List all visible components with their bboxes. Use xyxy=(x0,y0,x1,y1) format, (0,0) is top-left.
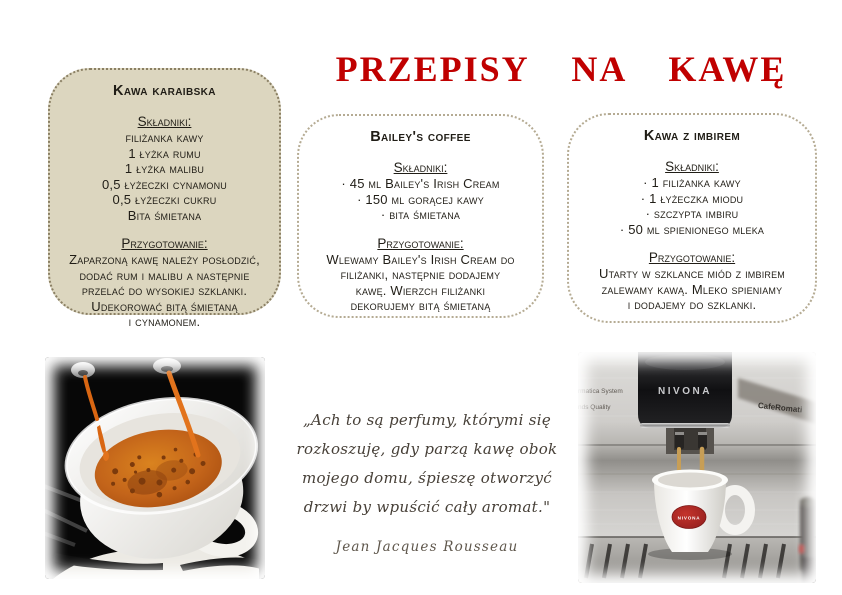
preparation-text xyxy=(307,252,534,314)
machine-label-top: rmatica System xyxy=(578,388,623,395)
text-line: · szczypta imbiru xyxy=(645,206,739,221)
nivona-machine-photo xyxy=(578,352,816,583)
text-line: · 1 filiżanka kawy xyxy=(643,175,741,190)
preparation-label: Przygotowanie: xyxy=(648,250,736,265)
recipe-title: Kawa karaibska xyxy=(113,83,216,99)
machine-label-bottom: nds Quality xyxy=(578,404,611,411)
nivona-brand-text: NIVONA xyxy=(658,386,712,397)
ingredients-list xyxy=(58,130,271,223)
text-line: dodać rum i malibu a następnie xyxy=(79,267,250,283)
preparation-label: Przygotowanie: xyxy=(377,235,464,251)
preparation-text xyxy=(577,266,807,313)
text-line: Bita śmietana xyxy=(127,207,202,223)
ingredients-list xyxy=(307,176,534,223)
text-line: 1 łyżka malibu xyxy=(124,161,205,176)
recipe-title: Kawa z imbirem xyxy=(643,128,741,144)
text-line: kawę. Wierzch filiżanki xyxy=(355,282,486,298)
text-line: 0,5 łyżeczki cukru xyxy=(112,192,217,207)
text-line: · 1 łyżeczka miodu xyxy=(640,190,744,206)
ingredients-label: Składniki: xyxy=(393,160,448,175)
text-line: „Ach to są perfumy, którymi się xyxy=(302,411,552,429)
preparation-text xyxy=(58,252,271,330)
page-title: PRZEPISY NA KAWĘ xyxy=(335,49,787,89)
ingredients-list xyxy=(577,175,807,237)
text-line: 1 łyżka rumu xyxy=(128,145,201,161)
recipe-card-kawa-z-imbirem xyxy=(567,113,817,323)
cup-logo-text: NIVONA xyxy=(677,515,701,521)
text-line: · bita śmietana xyxy=(380,207,461,222)
espresso-pour-illustration xyxy=(45,357,265,579)
recipe-card-kawa-karaibska xyxy=(48,68,281,329)
quote-text xyxy=(288,406,566,522)
ingredients-label: Składniki: xyxy=(665,159,719,174)
text-line: dekorujemy bitą śmietaną xyxy=(350,298,491,313)
quote-author: Jean Jacques Rousseau xyxy=(335,539,519,555)
recipe-card-baileys-coffee xyxy=(297,114,544,318)
espresso-pour-photo xyxy=(45,357,265,579)
dispenser-chrome-strip xyxy=(640,423,730,428)
text-line: Wlewamy Bailey's Irish Cream do xyxy=(326,251,515,267)
text-line: rozkoszuję, gdy parzą kawę obok xyxy=(296,440,558,458)
text-line: 0,5 łyżeczki cynamonu xyxy=(101,176,227,192)
text-line: · 150 ml gorącej kawy xyxy=(357,191,484,207)
text-line: filiżanka kawy xyxy=(125,130,204,145)
steam-wand xyxy=(799,497,816,583)
text-line: · 50 ml spienionego mleka xyxy=(619,221,765,237)
model-label: CafeRomati xyxy=(757,400,803,415)
text-line: zalewamy kawą. Mleko spieniamy xyxy=(601,281,783,297)
preparation-label: Przygotowanie: xyxy=(121,236,208,251)
text-line: filiżanki, następnie dodajemy xyxy=(340,267,501,282)
text-line: przelać do wysokiej szklanki. xyxy=(81,283,248,298)
text-line: i dodajemy do szklanki. xyxy=(627,297,757,312)
quote-block xyxy=(288,406,566,555)
text-line: Udekorować bitą śmietaną xyxy=(91,298,238,314)
nivona-machine-illustration xyxy=(578,352,816,583)
text-line: Zaparzoną kawę należy posłodzić, xyxy=(69,252,260,267)
ingredients-label: Składniki: xyxy=(137,114,192,129)
text-line: i cynamonem. xyxy=(128,314,201,329)
recipe-title: Bailey's coffee xyxy=(370,129,471,145)
text-line: · 45 ml Bailey's Irish Cream xyxy=(341,176,500,191)
text-line: drzwi by wpuścić cały aromat." xyxy=(303,498,551,516)
text-line: Utarty w szklance miód z imbirem xyxy=(598,266,786,281)
text-line: mojego domu, śpieszę otworzyć xyxy=(301,469,553,487)
